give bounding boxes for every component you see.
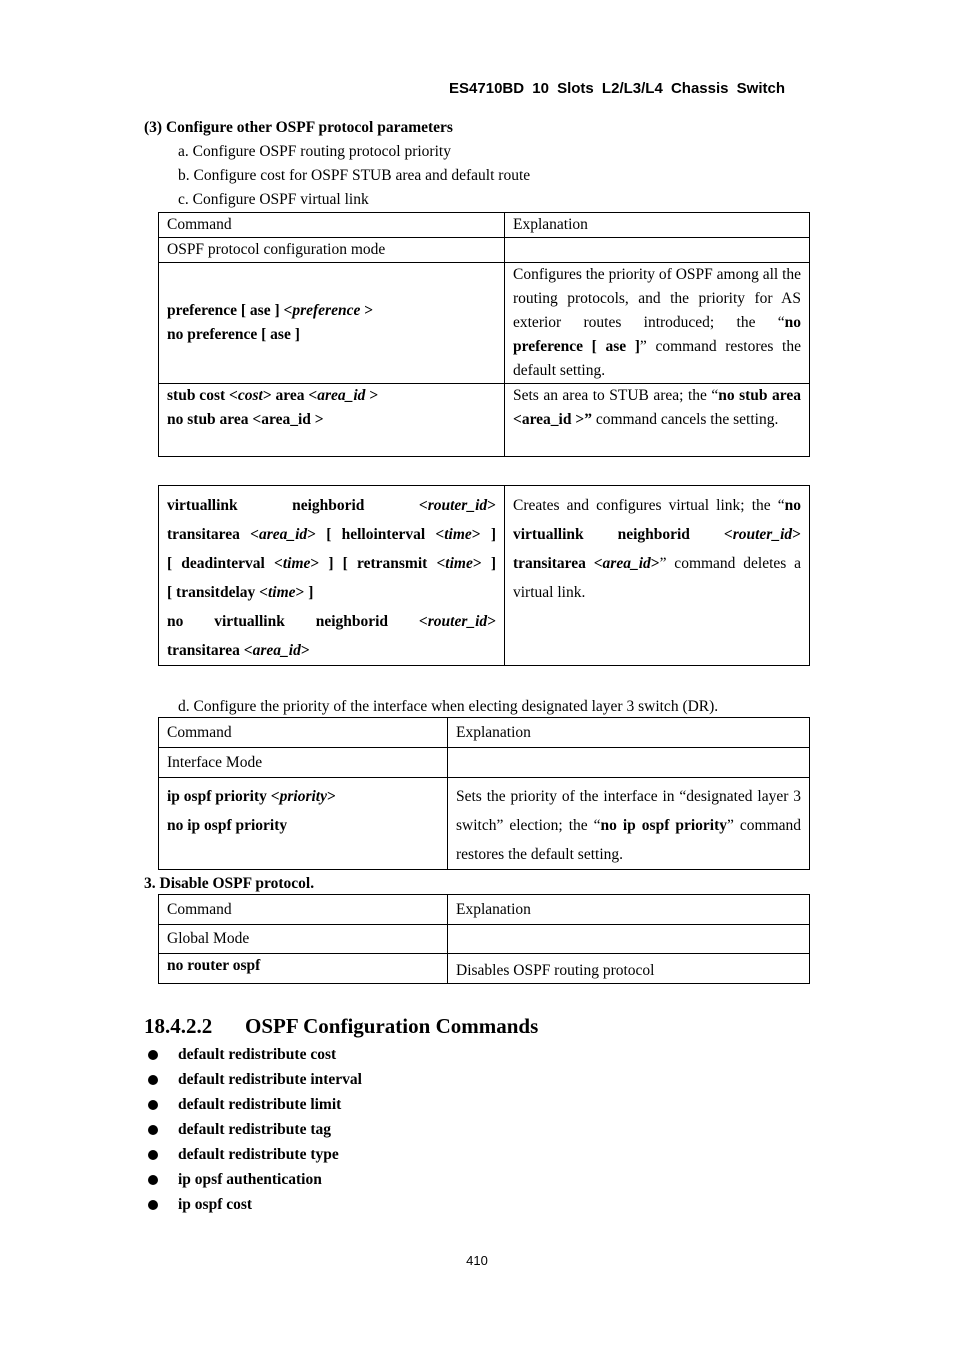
bullet-icon [148,1200,158,1210]
item-d: d. Configure the priority of the interface when electing designated layer 3 switch (DR). [178,698,719,715]
mode-cell: Global Mode [159,925,448,954]
bullet-icon [148,1075,158,1085]
interface-priority-table [158,717,810,870]
bullet-icon [148,1150,158,1160]
item-c: c. Configure OSPF virtual link [178,191,369,208]
mode-empty-cell [448,925,810,954]
list-item: default redistribute tag [144,1117,362,1142]
disable-ospf-heading: 3. Disable OSPF protocol. [144,875,315,892]
ospf-params-table [158,212,810,457]
preference-command-cell: preference [ ase ] <preference > no preference [ ase ] [159,263,505,384]
stub-explanation-cell: Sets an area to STUB area; the “no stub area <area_id >” command cancels the setting. [505,384,810,457]
section-title: OSPF Configuration Commands [245,1014,539,1038]
mode-empty-cell [448,748,810,778]
list-item: default redistribute cost [144,1042,362,1067]
no-router-ospf-explanation-cell: Disables OSPF routing protocol [448,954,810,984]
col-explanation-header: Explanation [448,895,810,925]
virtuallink-explanation-cell: Creates and configures virtual link; the “no virtuallink neighborid <router_id> transitarea <area_id>” command deletes a virtual link. [505,486,810,666]
command-list [144,1042,362,1217]
priority-command-cell: ip ospf priority <priority> no ip ospf priority [159,778,448,870]
virtuallink-command-cell: virtuallink neighborid <router_id> transitarea <area_id> [ hellointerval <time> ] [ deadinterval <time> ] [ retransmit <time> ] [ transitdelay <time> ] no virtuallink neighborid <router_id> transitarea <area_id> [159,486,505,666]
virtuallink-table [158,485,810,666]
bullet-icon [148,1175,158,1185]
list-item: default redistribute interval [144,1067,362,1092]
col-command-header: Command [159,895,448,925]
item-a: a. Configure OSPF routing protocol priority [178,143,451,160]
col-command-header: Command [159,718,448,748]
section-heading [144,1014,538,1039]
preference-explanation-cell: Configures the priority of OSPF among all the routing protocols, and the priority for AS exterior routes introduced; the “no preference [ ase ]” command restores the default setting. [505,263,810,384]
document-header: ES4710BD 10 Slots L2/L3/L4 Chassis Switch [449,80,785,97]
no-router-ospf-command-cell: no router ospf [159,954,448,984]
bullet-icon [148,1050,158,1060]
mode-cell: Interface Mode [159,748,448,778]
list-item: ip opsf authentication [144,1167,362,1192]
section-3-heading: (3) Configure other OSPF protocol parameters [144,119,453,136]
col-explanation-header: Explanation [448,718,810,748]
list-item: ip ospf cost [144,1192,362,1217]
mode-empty-cell [505,238,810,263]
list-item: default redistribute limit [144,1092,362,1117]
mode-cell: OSPF protocol configuration mode [159,238,505,263]
item-b: b. Configure cost for OSPF STUB area and default route [178,167,531,184]
section-number: 18.4.2.2 [144,1014,213,1038]
bullet-icon [148,1125,158,1135]
disable-ospf-table [158,894,810,984]
col-command-header: Command [159,213,505,238]
priority-explanation-cell: Sets the priority of the interface in “designated layer 3 switch” election; the “no ip ospf priority” command restores the default setting. [448,778,810,870]
bullet-icon [148,1100,158,1110]
col-explanation-header: Explanation [505,213,810,238]
page-number: 410 [466,1253,488,1268]
stub-command-cell: stub cost <cost> area <area_id > no stub area <area_id > [159,384,505,457]
list-item: default redistribute type [144,1142,362,1167]
